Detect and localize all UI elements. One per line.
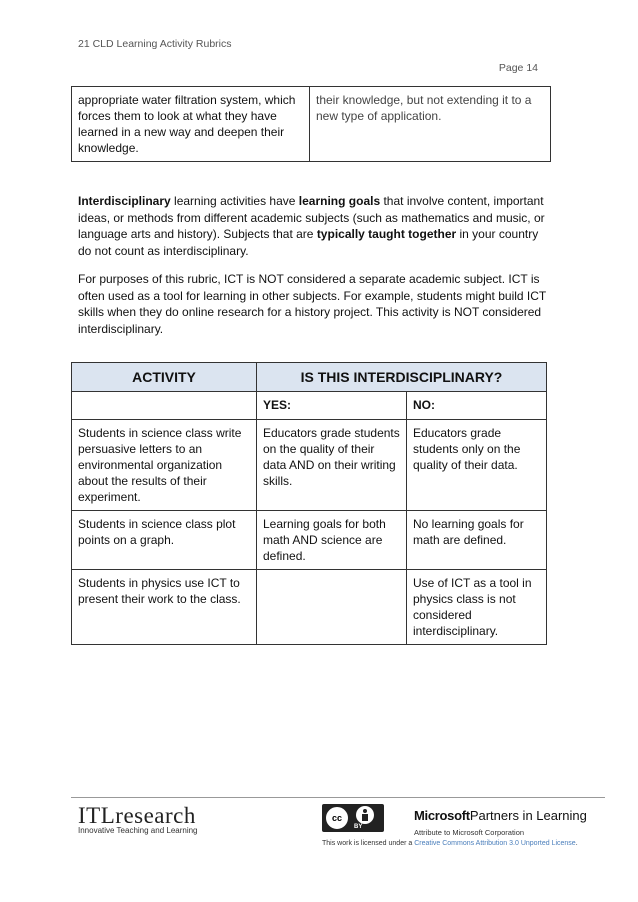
license-text: . — [575, 840, 578, 847]
text-run: in your country do not count as interdisciplinary. — [78, 227, 539, 258]
column-header-activity: ACTIVITY — [72, 363, 257, 392]
no-cell: Use of ICT as a tool in physics class is not considered interdisciplinary. — [407, 570, 547, 645]
logo-text: Microsoft — [414, 808, 470, 823]
table-row — [72, 570, 547, 645]
microsoft-partners-logo — [414, 808, 587, 823]
yes-cell — [257, 570, 407, 645]
license-notice — [322, 840, 578, 847]
activity-cell: Students in science class write persuasive letters to an environmental organization about the results of their experiment. — [72, 420, 257, 511]
continued-rubric-table — [71, 86, 551, 162]
table-row — [72, 87, 551, 162]
license-link[interactable]: Creative Commons Attribution 3.0 Unported License — [414, 840, 576, 847]
microsoft-attribution: Attribute to Microsoft Corporation — [414, 828, 525, 837]
license-text: This work is licensed under a — [322, 840, 415, 847]
activity-cell: Students in physics use ICT to present their work to the class. — [72, 570, 257, 645]
logo-text: IT — [78, 803, 101, 828]
page-number: Page 14 — [498, 62, 538, 74]
cc-icon: cc — [325, 806, 349, 830]
logo-text: L — [100, 803, 116, 828]
table-cell: appropriate water filtration system, which forces them to look at what they have learned in a new way and deepen their knowledge. — [72, 87, 310, 162]
table-row — [72, 511, 547, 570]
interdisciplinary-examples-table — [71, 362, 547, 645]
footer-divider — [71, 797, 605, 798]
activity-cell: Students in science class plot points on a graph. — [72, 511, 257, 570]
itl-tagline: Innovative Teaching and Learning — [78, 826, 198, 835]
cc-by-label: BY — [354, 824, 363, 830]
interdisciplinary-definition — [78, 193, 550, 259]
bold-term: learning goals — [298, 194, 381, 208]
table-subheader-row — [72, 392, 547, 420]
column-header-yes: YES: — [257, 392, 407, 420]
column-header-question: IS THIS INTERDISCIPLINARY? — [257, 363, 547, 392]
logo-text: research — [115, 803, 196, 828]
column-header-no: NO: — [407, 392, 547, 420]
no-cell: No learning goals for math are defined. — [407, 511, 547, 570]
bold-term: Interdisciplinary — [78, 194, 171, 208]
yes-cell: Learning goals for both math AND science are defined. — [257, 511, 407, 570]
no-cell: Educators grade students only on the quality of their data. — [407, 420, 547, 511]
ict-note-paragraph: For purposes of this rubric, ICT is NOT considered a separate academic subject. ICT is often used as a tool for learning in other subjects. For example, students might build ICT skills when they do online research for a history project. This activity is NOT considered interdisciplinary. — [78, 272, 547, 336]
table-row — [72, 420, 547, 511]
empty-cell — [72, 392, 257, 420]
text-run: that involve content, important ideas, or methods from different academic subjects (such as mathematics and music, or language arts and history). Subjects that are — [78, 194, 545, 241]
bold-term: typically taught together — [316, 227, 457, 241]
document-header-title: 21 CLD Learning Activity Rubrics — [78, 38, 232, 50]
yes-cell: Educators grade students on the quality of their data AND on their writing skills. — [257, 420, 407, 511]
table-header-row — [72, 363, 547, 392]
text-run: learning activities have — [170, 194, 299, 208]
table-cell: their knowledge, but not extending it to a new type of application. — [310, 87, 551, 162]
creative-commons-icon — [322, 804, 384, 832]
attribution-icon — [356, 806, 374, 824]
logo-text: Partners in Learning — [469, 808, 587, 823]
